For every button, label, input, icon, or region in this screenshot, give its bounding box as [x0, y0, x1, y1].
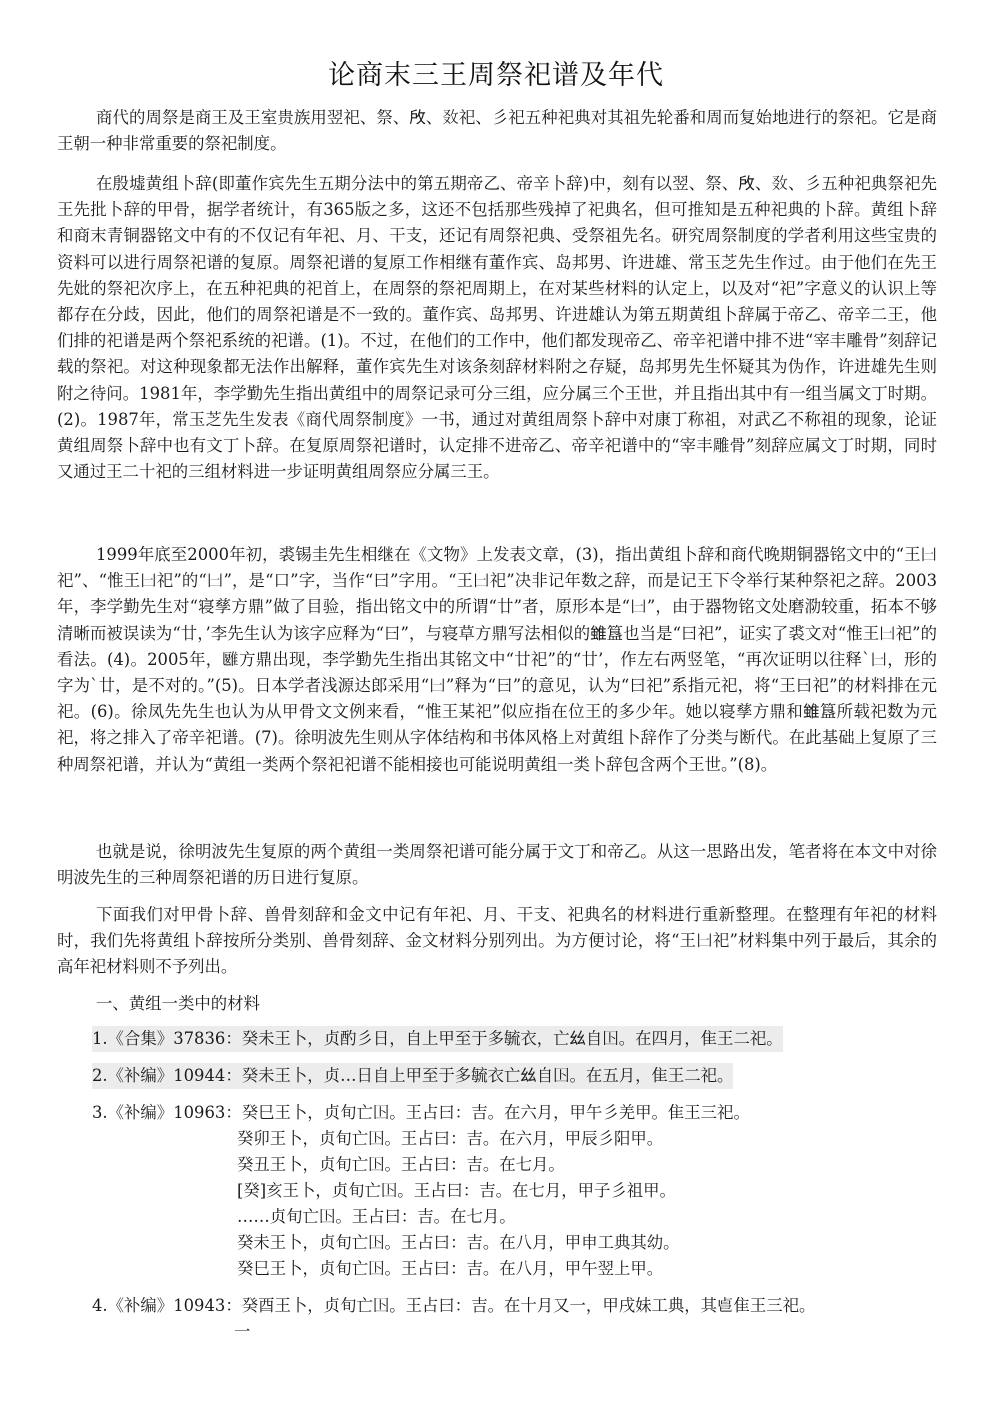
item-text: 癸巳王卜，贞旬亡𡆥。王占曰：吉。在六月，甲午彡羌甲。隹王三祀。 [241, 1103, 750, 1122]
paragraph-1: 商代的周祭是商王及王室贵族用翌祀、祭、𢼄、𢼅祀、彡祀五种祀典对其祖先轮番和周而复始地进行的祭祀。它是商王朝一种非常重要的祭祀制度。 [57, 108, 937, 154]
item-text: 癸酉王卜，贞旬亡𡆥。王占曰：吉。在十月又一，甲戌妹工典，其𠧢隹王三祀。 [241, 1296, 816, 1315]
paragraph-3: 1999年底至2000年初，裘锡圭先生相继在《文物》上发表文章，(3)，指出黄组卜辞和商代晚期铜器铭文中的“王𠙵祀”、“惟王𠙵祀”的“𠙵”，是“口”字，当作“曰”字用。“王𠙵祀”决非记年数之辞，而是记王下令举行某种祭祀之辞。2003年，李学勤先生对“寝孳方鼎”做了目验，指出铭文中的所谓“廿”者，原形本是“𠙵”，由于器物铭文处磨泐较重，拓本不够清晰而被误读为“廿，’李先生认为该字应释为“曰”，与寝草方鼎写法相似的𨿽簋也当是“曰祀”，证实了裘文对“惟王𠙵祀”的看法。(4)。2005年，𩀀方鼎出现，李学勤先生指出其铭文中“廿祀”的“廿’，作左右两竖笔，“再次证明以往释`𠙵，形的字为`廿，是不对的。”(5)。日本学者浅源达郎采用“𠙵”释为“曰”的意见，认为“曰祀”系指元祀，将“王曰祀”的材料排在元祀。(6)。徐凤先先生也认为从甲骨文文例来看，“惟王某祀”似应指在位王的多少年。她以寝孳方鼎和𨿽簋所载祀数为元祀，将之排入了帝辛祀谱。(7)。徐明波先生则从字体结构和书体风格上对黄组卜辞作了分类与断代。在此基础上复原了三种周祭祀谱，并认为“黄组一类两个祭祀祀谱不能相接也可能说明黄组一类卜辞包含两个王世。”(8)。 [57, 545, 937, 774]
item-source: 4.《补编》10943： [92, 1296, 242, 1315]
paragraph-5: 下面我们对甲骨卜辞、兽骨刻辞和金文中记有年祀、月、干支、祀典名的材料进行重新整理。在整理有年祀的材料时，我们先将黄组卜辞按所分类别、兽骨刻辞、金文材料分别列出。为方便讨论，将“王𠙵祀”材料集中列于最后，其余的高年祀材料则不予列出。 [57, 905, 937, 977]
paragraph-2: 在殷墟黄组卜辞(即董作宾先生五期分法中的第五期帝乙、帝辛卜辞)中，刻有以翌、祭、𢼄、𢼅、彡五种祀典祭祀先王先批卜辞的甲骨，据学者统计，有365版之多，这还不包括那些残掉了祀典名，但可推知是五种祀典的卜辞。黄组卜辞和商末青铜器铭文中有的不仅记有年祀、月、干支，还记有周祭祀典、受祭祖先名。研究周祭制度的学者利用这些宝贵的资料可以进行周祭祀谱的复原。周祭祀谱的复原工作相继有董作宾、岛邦男、许进雄、常玉芝先生作过。由于他们在先王先妣的祭祀次序上，在五种祀典的祀首上，在周祭的祭祀周期上，在对某些材料的认定上，以及对“祀”字意义的认识上等都存在分歧，因此，他们的周祭祀谱是不一致的。董作宾、岛邦男、许进雄认为第五期黄组卜辞属于帝乙、帝辛二王，他们排的祀谱是两个祭祀系统的祀谱。(1)。不过，在他们的工作中，他们都发现帝乙、帝辛祀谱中排不进“宰丰雕骨”刻辞记载的祭祀。对这种现象都无法作出解释，董作宾先生对该条刻辞材料附之存疑，岛邦男先生怀疑其为伪作，许进雄先生则附之待问。1981年，李学勤先生指出黄组中的周祭记录可分三组，应分属三个王世，并且指出其中有一组当属文丁时期。(2)。1987年，常玉芝先生发表《商代周祭制度》一书，通过对黄组周祭卜辞中对康丁称祖，对武乙不称祖的现象，论证黄组周祭卜辞中也有文丁卜辞。在复原周祭祀谱时，认定排不进帝乙、帝辛祀谱中的“宰丰雕骨”刻辞应属文丁时期，同时又通过王二十祀的三组材料进一步证明黄组周祭应分属三王。 [57, 174, 937, 482]
list-item [92, 1063, 952, 1089]
section-heading: 一、黄组一类中的材料 [96, 994, 260, 1013]
item-subline: [癸]亥王卜，贞旬亡𡆥。王占曰：吉。在七月，甲子彡祖甲。 [237, 1181, 676, 1200]
paragraph-4: 也就是说，徐明波先生复原的两个黄组一类周祭祀谱可能分属于文丁和帝乙。从这一思路出发，笔者将在本文中对徐明波先生的三种周祭祀谱的历日进行复原。 [57, 842, 937, 888]
list-item [92, 1100, 952, 1282]
item-subline: 癸巳王卜，贞旬亡𡆥。王占曰：吉。在八月，甲午翌上甲。 [237, 1259, 664, 1278]
item-tail: 一 [234, 1322, 251, 1341]
document-title: 论商末三王周祭祀谱及年代 [328, 60, 664, 91]
item-source: 3.《补编》10963： [92, 1103, 242, 1122]
item-subline: 癸未王卜，贞旬亡𡆥。王占曰：吉。在八月，甲申工典其幼。 [237, 1233, 680, 1252]
item-text: 癸未王卜，贞酌彡日，自上甲至于多毓衣，亡𢆶自𡆥。在四月，隹王二祀。 [241, 1029, 783, 1048]
item-text: 癸未王卜，贞…日自上甲至于多毓衣亡𢆶自𡆥。在五月，隹王二祀。 [241, 1066, 734, 1085]
item-source: 2.《补编》10944： [92, 1066, 242, 1085]
item-source: 1.《合集》37836： [92, 1029, 242, 1048]
list-item [92, 1293, 952, 1345]
item-subline: ……贞旬亡𡆥。王占曰：吉。在七月。 [237, 1207, 516, 1226]
item-subline: 癸卯王卜，贞旬亡𡆥。王占曰：吉。在六月，甲辰彡阳甲。 [237, 1129, 664, 1148]
list-item [92, 1026, 952, 1052]
item-subline: 癸丑王卜，贞旬亡𡆥。王占曰：吉。在七月。 [237, 1155, 565, 1174]
